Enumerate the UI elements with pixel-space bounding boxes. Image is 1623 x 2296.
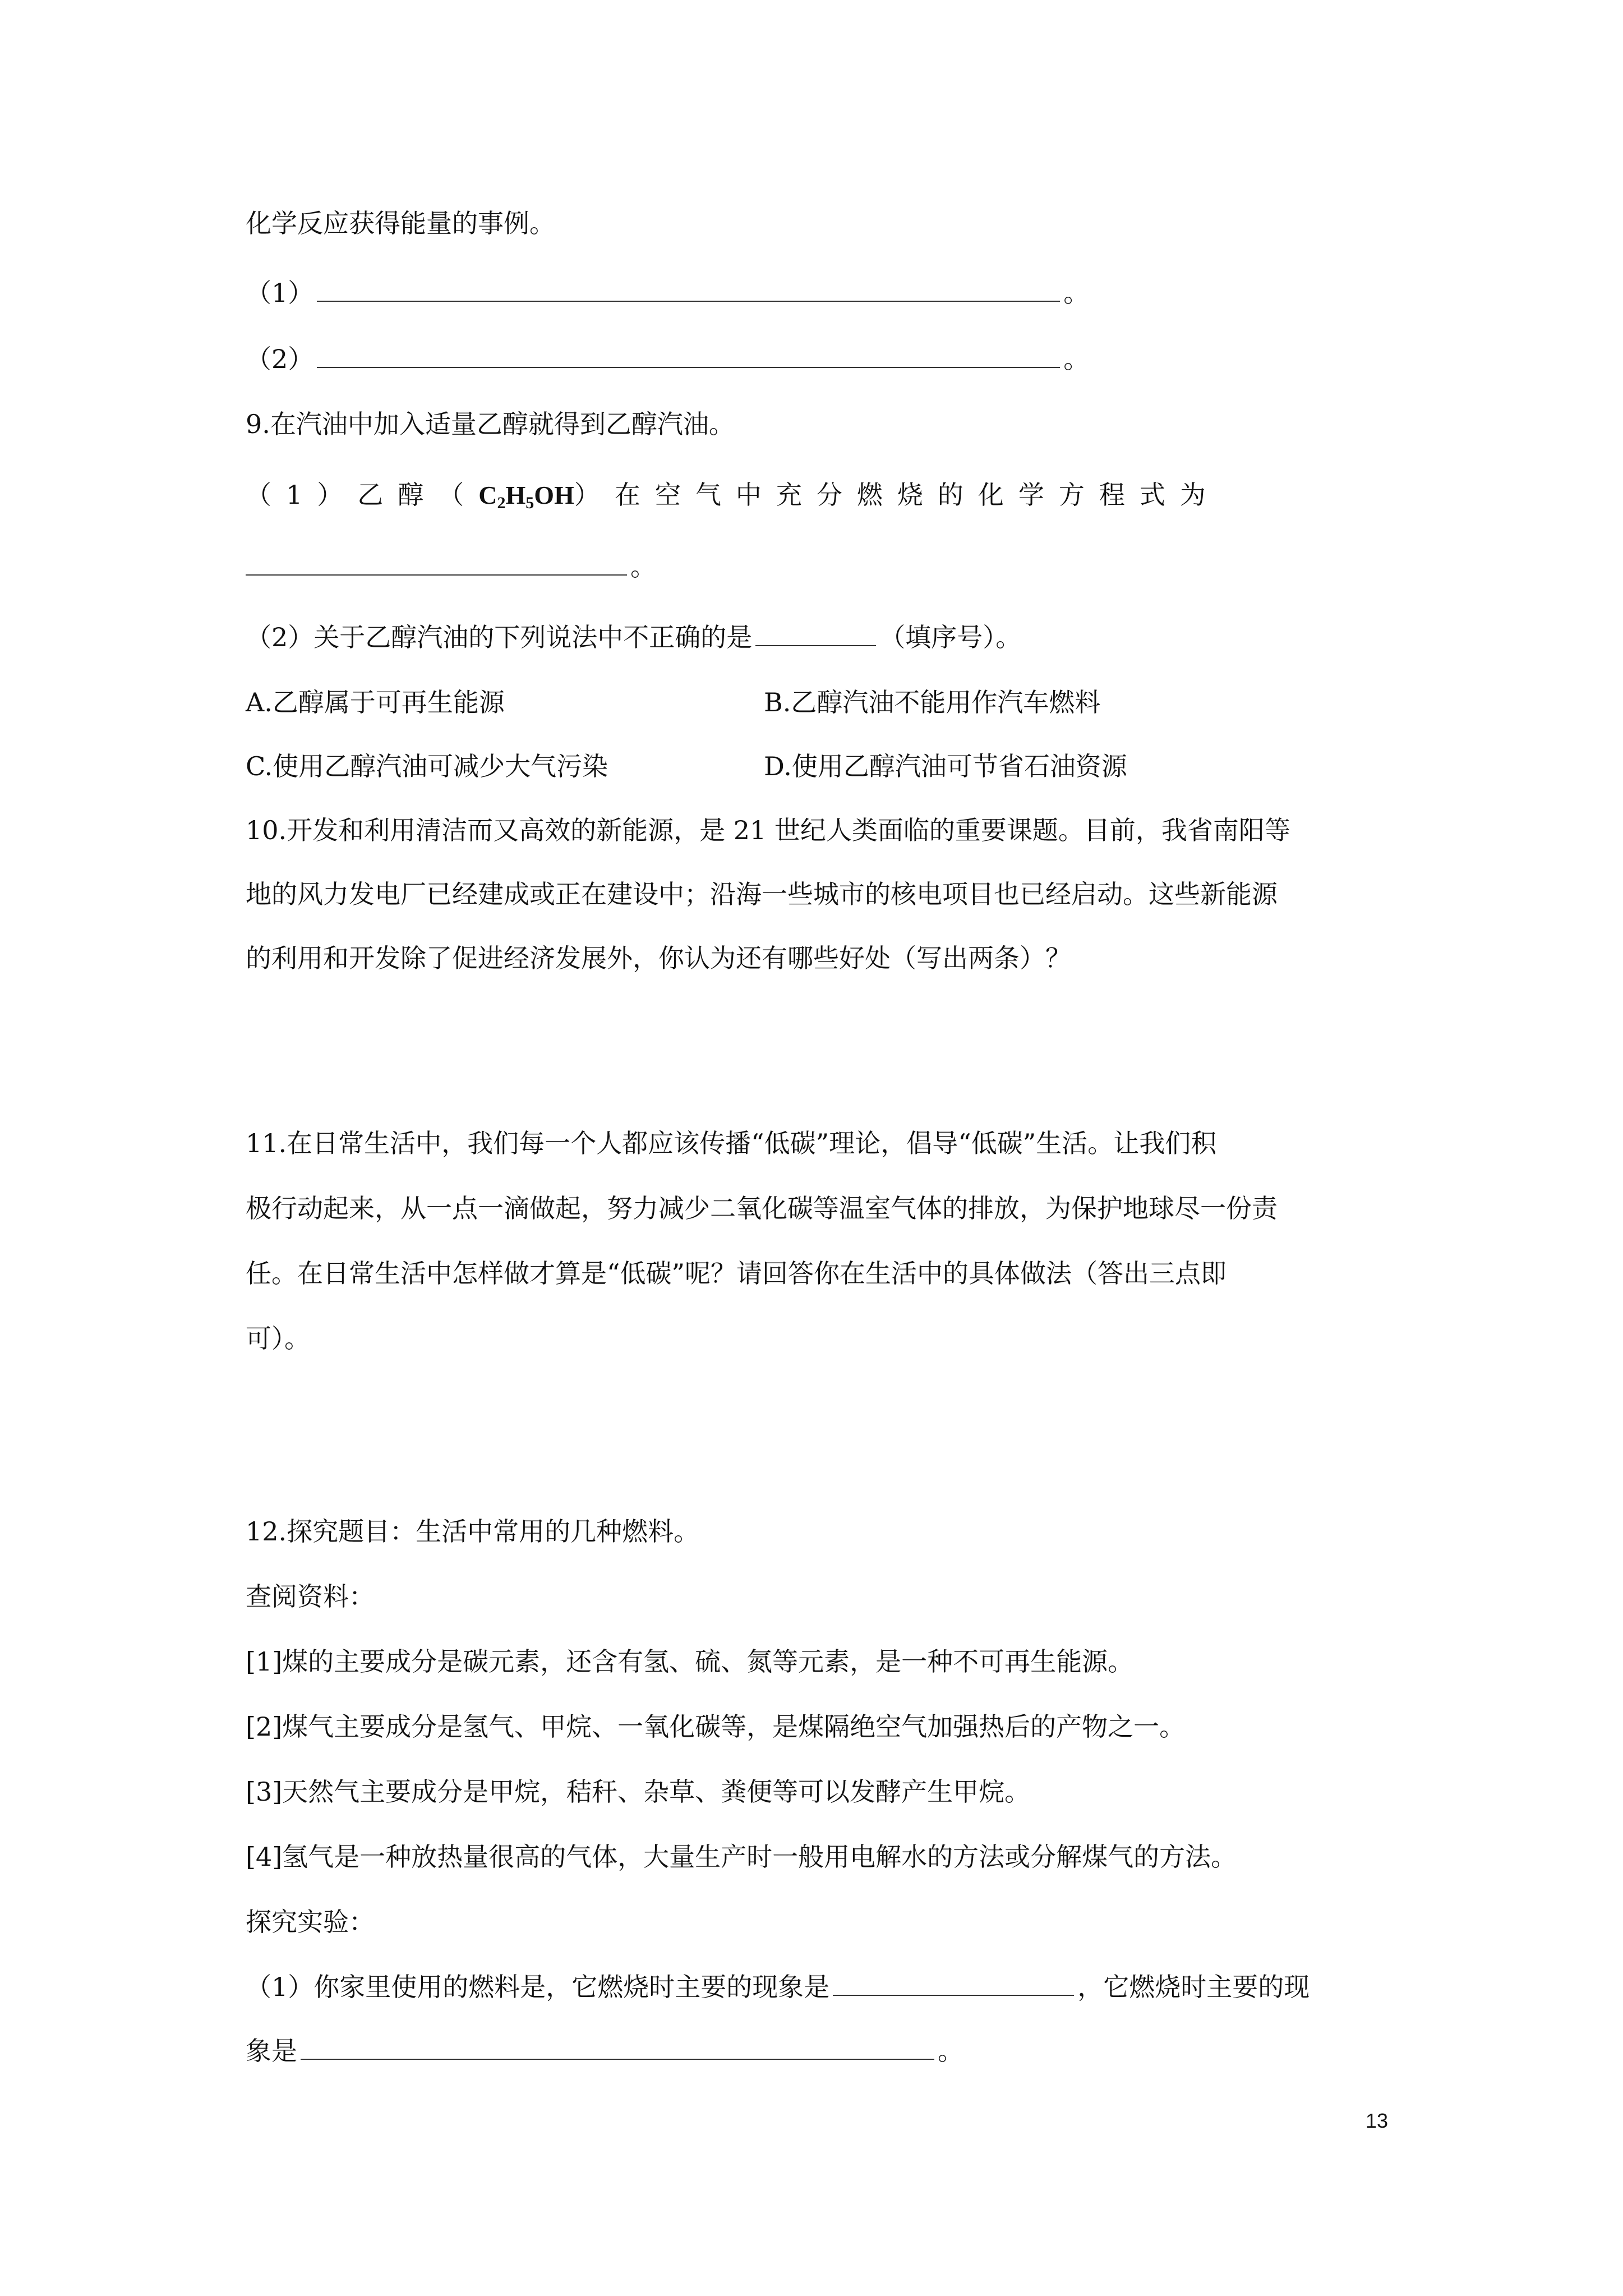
- q11-line-3: 任。在日常生活中怎样做才算是“低碳”呢？请回答你在生活中的具体做法（答出三点即: [246, 1258, 1227, 1289]
- q8-item-2-blank[interactable]: [317, 346, 1060, 368]
- q12-experiment-heading: 探究实验：: [246, 1907, 375, 1937]
- q9-part-1-before: （1）乙醇（: [246, 480, 479, 510]
- q9-options-row-2: [246, 749, 1367, 783]
- q8-item-1-prefix: （1）: [246, 278, 314, 308]
- q9-option-b: B.乙醇汽油不能用作汽车燃料: [764, 687, 1101, 717]
- q8-item-2-suffix: 。: [1063, 344, 1090, 374]
- q8-item-1-suffix: 。: [1063, 278, 1090, 308]
- q9-part-2-blank[interactable]: [755, 624, 876, 646]
- q9-part-2-before: （2）关于乙醇汽油的下列说法中不正确的是: [246, 622, 753, 652]
- q12-experiment-1-before: （1）你家里使用的燃料是，它燃烧时主要的现象是: [246, 1972, 830, 2002]
- q10-line-1: 10.开发和利用清洁而又高效的新能源，是 21 世纪人类面临的重要课题。目前，我省南阳等: [246, 815, 1290, 845]
- q8-item-1: [246, 276, 1089, 310]
- ethanol-formula: $C_2H_5OH$: [478, 481, 574, 512]
- q9-part-1-blank[interactable]: [246, 553, 627, 576]
- q12-experiment-1-blank-2[interactable]: [301, 2037, 934, 2060]
- q10-line-2: 地的风力发电厂已经建成或正在建设中；沿海一些城市的核电项目也已经启动。这些新能源: [246, 879, 1278, 909]
- q9-option-d: D.使用乙醇汽油可节省石油资源: [764, 751, 1127, 781]
- q12-materials-heading: 查阅资料：: [246, 1581, 375, 1612]
- q9-option-a: A.乙醇属于可再生能源: [246, 687, 505, 717]
- q12-experiment-1: [246, 1970, 1310, 2004]
- q8-item-1-blank[interactable]: [317, 279, 1060, 302]
- q11-line-1: 11.在日常生活中，我们每一个人都应该传播“低碳”理论，倡导“低碳”生活。让我们积: [246, 1128, 1217, 1158]
- q9-option-c: C.使用乙醇汽油可减少大气污染: [246, 751, 608, 781]
- q12-material-3: [3]天然气主要成分是甲烷，秸秆、杂草、粪便等可以发酵产生甲烷。: [246, 1777, 1031, 1807]
- q12-material-4: [4]氢气是一种放热量很高的气体，大量生产时一般用电解水的方法或分解煤气的方法。: [246, 1842, 1237, 1872]
- q11-line-4: 可）。: [246, 1323, 310, 1354]
- page-number: 13: [1366, 2109, 1389, 2132]
- q9-options-row-1: [246, 685, 1367, 719]
- q9-part-1-after: ）在空气中充分燃烧的化学方程式为: [574, 480, 1220, 510]
- q9-stem: 9.在汽油中加入适量乙醇就得到乙醇汽油。: [246, 409, 735, 439]
- q12-experiment-1-line-2-before: 象是: [246, 2036, 297, 2066]
- q12-experiment-1-line-2-end: 。: [938, 2036, 963, 2066]
- q12-experiment-1-blank-1[interactable]: [833, 1973, 1074, 1996]
- q9-part-1: [246, 478, 1220, 512]
- q12-material-2: [2]煤气主要成分是氢气、甲烷、一氧化碳等，是煤隔绝空气加强热后的产物之一。: [246, 1711, 1186, 1742]
- q12-material-1: [1]煤的主要成分是碳元素，还含有氢、硫、氮等元素，是一种不可再生能源。: [246, 1646, 1134, 1677]
- q8-item-2: [246, 342, 1089, 376]
- q9-part-1-answer: [246, 550, 656, 583]
- q9-part-1-end: 。: [630, 551, 656, 582]
- intro-tail: 化学反应获得能量的事例。: [246, 208, 555, 238]
- q9-part-2-after: （填序号）。: [879, 622, 1022, 652]
- q11-line-2: 极行动起来，从一点一滴做起，努力减少二氧化碳等温室气体的排放，为保护地球尽一份责: [246, 1193, 1278, 1223]
- q8-item-2-prefix: （2）: [246, 344, 314, 374]
- q12-title: 12.探究题目：生活中常用的几种燃料。: [246, 1516, 700, 1547]
- q12-experiment-1-after: ，它燃烧时主要的现: [1077, 1972, 1310, 2002]
- q12-experiment-1-line-2: [246, 2034, 963, 2068]
- q10-line-3: 的利用和开发除了促进经济发展外，你认为还有哪些好处（写出两条）？: [246, 943, 1071, 973]
- q9-part-2: [246, 620, 1021, 654]
